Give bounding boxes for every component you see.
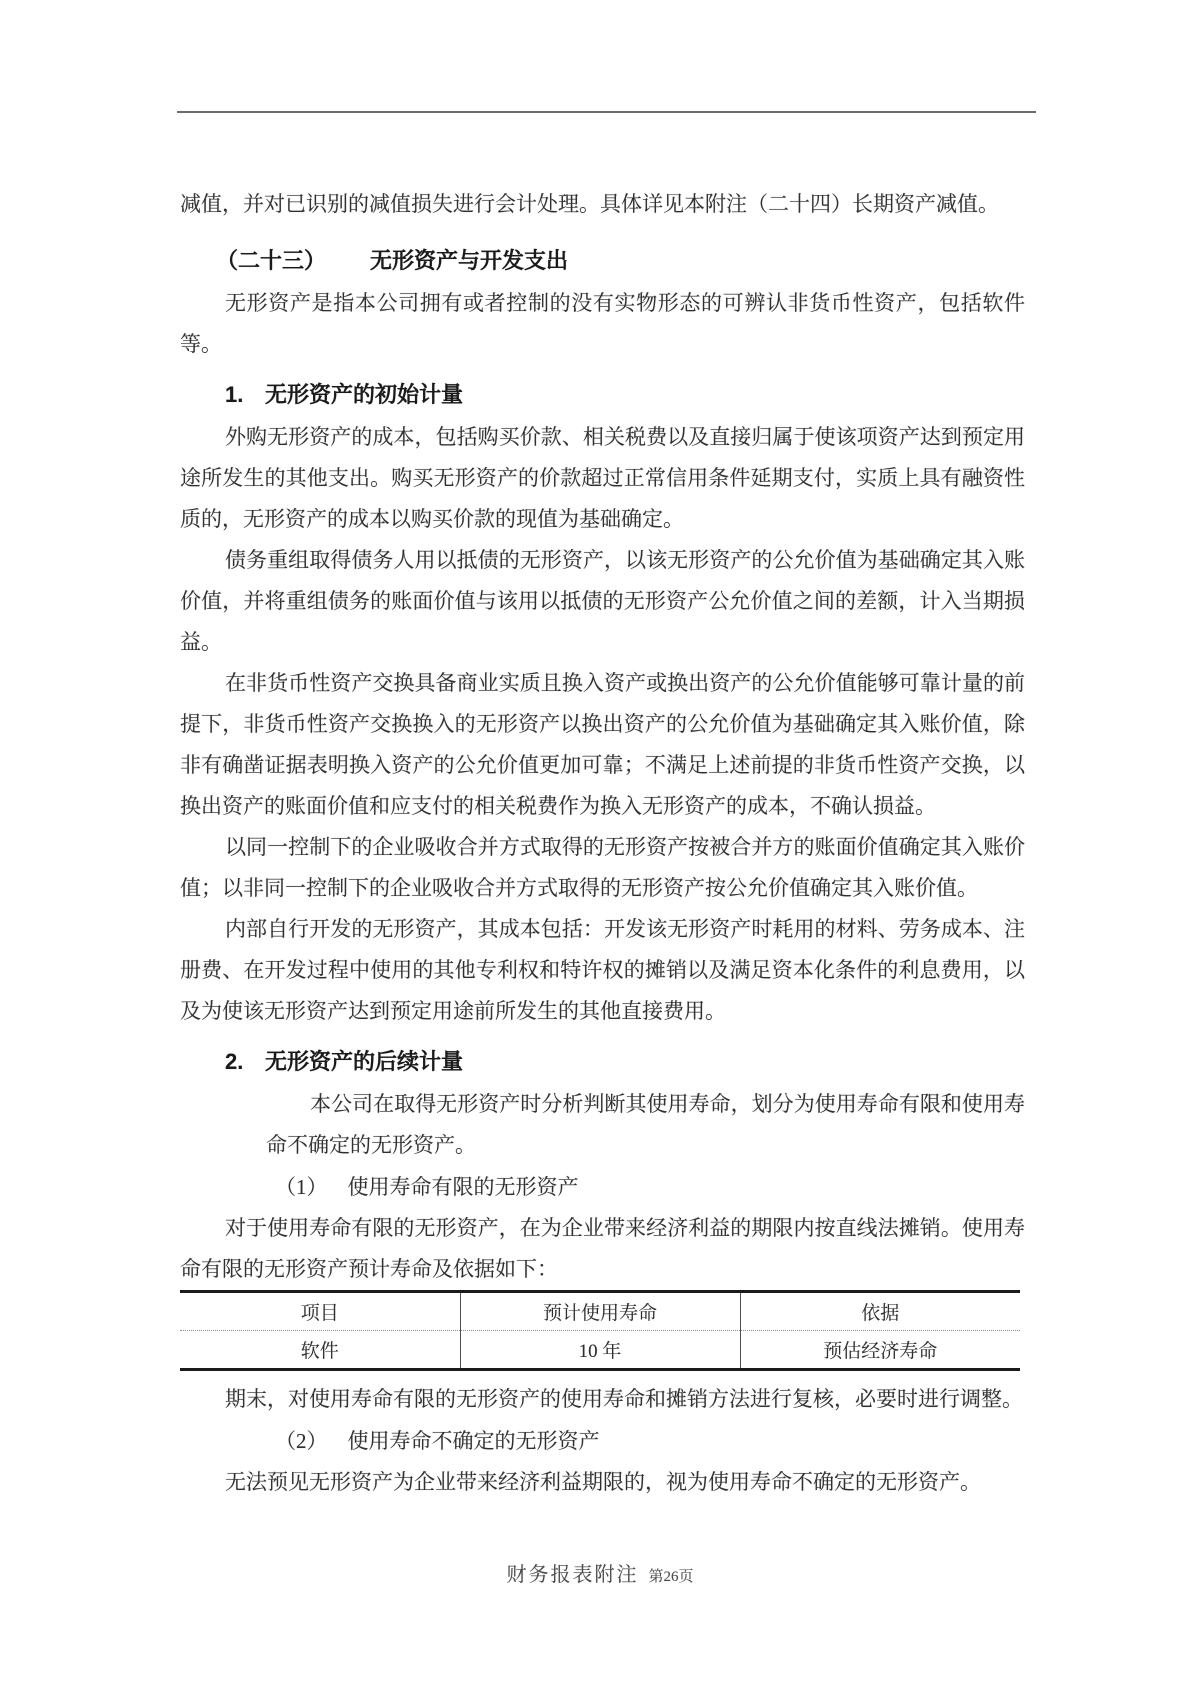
paragraph: 以同一控制下的企业吸收合并方式取得的无形资产按被合并方的账面价值确定其入账价值；以非同一控制下的企业吸收合并方式取得的无形资产按公允价值确定其入账价值。 <box>180 835 1025 900</box>
table-header-item: 项目 <box>180 1292 460 1331</box>
page-content <box>180 0 1025 1503</box>
subheading-2-title: 无形资产的后续计量 <box>265 1049 464 1074</box>
paragraph-intro: 无形资产是指本公司拥有或者控制的没有实物形态的可辨认非货币性资产，包括软件等。 <box>180 291 1025 356</box>
section-title: 无形资产与开发支出 <box>370 248 569 273</box>
subheading-1 <box>225 373 1025 417</box>
table-header-expected-life: 预计使用寿命 <box>460 1292 740 1331</box>
subheading-2 <box>225 1040 1025 1084</box>
section-heading <box>216 239 1025 283</box>
subheading-paren-2-number: （2） <box>275 1429 328 1453</box>
header-rule <box>177 111 1036 113</box>
paragraph: 内部自行开发的无形资产，其成本包括：开发该无形资产时耗用的材料、劳务成本、注册费、在开发过程中使用的其他专利权和特许权的摊销以及满足资本化条件的利息费用，以及为使该无形资产达到预定用途前所发生的其他直接费用。 <box>180 917 1025 1023</box>
subheading-paren-1 <box>275 1166 1025 1208</box>
section-number: （二十三） <box>216 248 327 273</box>
table-header-row <box>180 1292 1020 1331</box>
table-cell-expected-life: 10 年 <box>460 1331 740 1370</box>
subheading-paren-2-title: 使用寿命不确定的无形资产 <box>347 1429 600 1453</box>
paragraph: 在非货币性资产交换具备商业实质且换入资产或换出资产的公允价值能够可靠计量的前提下，非货币性资产交换换入的无形资产以换出资产的公允价值为基础确定其入账价值，除非有确凿证据表明换入资产的公允价值更加可靠；不满足上述前提的非货币性资产交换，以换出资产的账面价值和应支付的相关税费作为换入无形资产的成本，不确认损益。 <box>180 671 1025 818</box>
subheading-1-title: 无形资产的初始计量 <box>265 382 464 407</box>
footer-title: 财务报表附注 <box>506 1564 639 1586</box>
subheading-1-number: 1. <box>225 382 244 407</box>
paragraph: 对于使用寿命有限的无形资产，在为企业带来经济利益的期限内按直线法摊销。使用寿命有限的无形资产预计寿命及依据如下： <box>180 1216 1025 1281</box>
subheading-paren-2 <box>275 1420 1025 1462</box>
paragraph: 无法预见无形资产为企业带来经济利益期限的，视为使用寿命不确定的无形资产。 <box>225 1470 981 1494</box>
table-cell-basis: 预估经济寿命 <box>740 1331 1020 1370</box>
footer-page-number: 第26页 <box>648 1569 694 1585</box>
subheading-2-number: 2. <box>225 1049 244 1074</box>
paragraph: 期末，对使用寿命有限的无形资产的使用寿命和摊销方法进行复核，必要时进行调整。 <box>225 1387 1023 1411</box>
paragraph: 债务重组取得债务人用以抵债的无形资产，以该无形资产的公允价值为基础确定其入账价值，并将重组债务的账面价值与该用以抵债的无形资产公允价值之间的差额，计入当期损益。 <box>180 548 1025 654</box>
paragraph-continuation: 减值，并对已识别的减值损失进行会计处理。具体详见本附注（二十四）长期资产减值。 <box>180 192 999 216</box>
page-footer <box>0 1558 1200 1587</box>
subheading-paren-1-title: 使用寿命有限的无形资产 <box>347 1175 579 1199</box>
table-header-basis: 依据 <box>740 1292 1020 1331</box>
useful-life-table <box>180 1290 1020 1371</box>
paragraph: 外购无形资产的成本，包括购买价款、相关税费以及直接归属于使该项资产达到预定用途所发生的其他支出。购买无形资产的价款超过正常信用条件延期支付，实质上具有融资性质的，无形资产的成本以购买价款的现值为基础确定。 <box>180 425 1025 531</box>
paragraph-indented: 本公司在取得无形资产时分析判断其使用寿命，划分为使用寿命有限和使用寿命不确定的无形资产。 <box>266 1092 1025 1157</box>
table-row <box>180 1331 1020 1370</box>
table-cell-item: 软件 <box>300 1341 339 1362</box>
subheading-paren-1-number: （1） <box>275 1175 328 1199</box>
